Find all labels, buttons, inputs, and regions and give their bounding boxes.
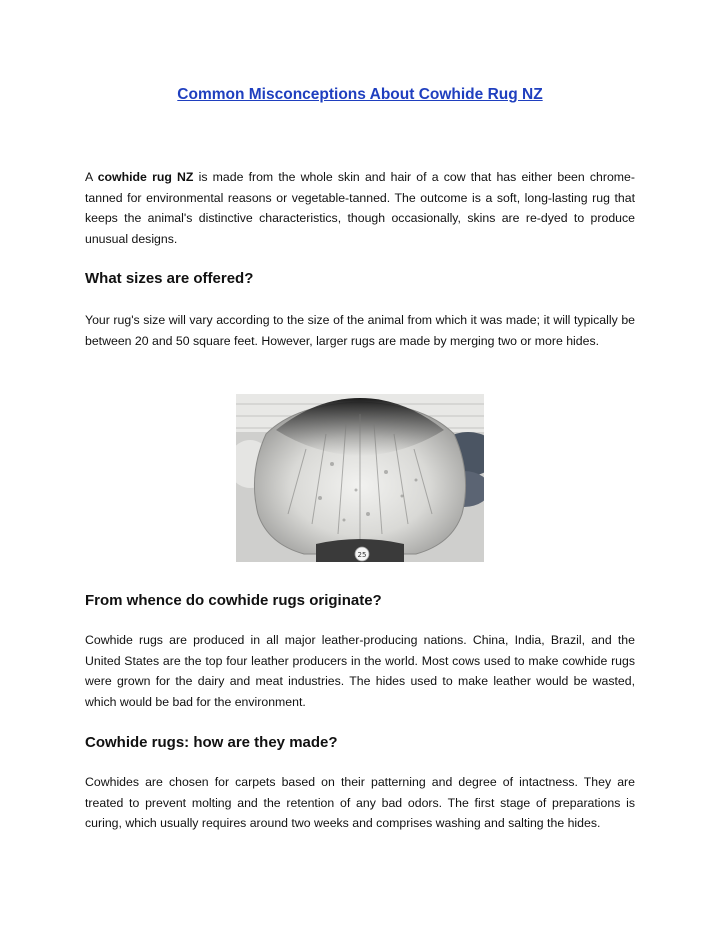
intro-keyword: cowhide rug NZ bbox=[97, 170, 194, 184]
rug-tag-label: 25 bbox=[357, 551, 367, 559]
section-heading-making: Cowhide rugs: how are they made? bbox=[85, 734, 338, 751]
title-link[interactable]: Common Misconceptions About Cowhide Rug NZ bbox=[177, 86, 543, 103]
section-body-making: Cowhides are chosen for carpets based on their patterning and degree of intactness. They are treated to prevent molting and the retention of any bad odors. The first stage of preparations is curing, which usually requires around two weeks and comprises washing and salting the hides. bbox=[85, 775, 635, 830]
cowhide-rug-photo-icon bbox=[236, 394, 484, 562]
section-body-origin: Cowhide rugs are produced in all major leather-producing nations. China, India, Brazil, and the United States are the top four leather producers in the world. Most cows used to make cowhide rugs were grown for the dairy and meat industries. The hides used to make leather would be wasted, which would be bad for the environment. bbox=[85, 633, 635, 709]
section-heading-sizes: What sizes are offered? bbox=[85, 270, 254, 287]
section-heading-origin: From whence do cowhide rugs originate? bbox=[85, 592, 382, 609]
intro-lead: A bbox=[85, 170, 98, 184]
section-body-sizes: Your rug's size will vary according to the size of the animal from which it was made; it will typically be between 20 and 50 square feet. However, larger rugs are made by merging two or more hides. bbox=[85, 313, 635, 348]
page-title bbox=[0, 86, 720, 104]
intro-paragraph bbox=[85, 167, 635, 249]
intro-rest: is made from the whole skin and hair of a cow that has either been chrome-tanned for environmental reasons or vegetable-tanned. The outcome is a soft, long-lasting rug that keeps the animal's distinctive characteristics, though occasionally, skins are re-dyed to produce unusual designs. bbox=[85, 170, 635, 246]
